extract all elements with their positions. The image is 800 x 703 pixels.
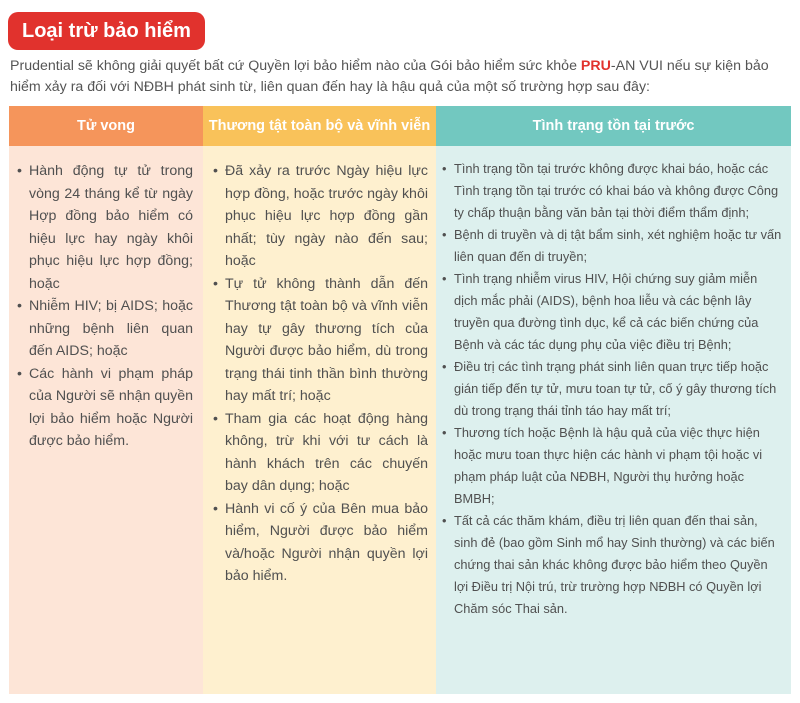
column-death bbox=[9, 106, 203, 694]
list-item: • Tự tử không thành dẫn đến Thương tật toàn bộ và vĩnh viễn hay tự gây thương tích của Người được bảo hiểm, dù trong trạng thái tinh thần bình thường hay mất trí; hoặc bbox=[213, 273, 428, 408]
column-header-death: Tử vong bbox=[9, 106, 203, 146]
column-header-pre-existing-condition: Tình trạng tồn tại trước bbox=[436, 106, 791, 146]
column-permanent-disability bbox=[203, 106, 436, 694]
intro-text-before: Prudential sẽ không giải quyết bất cứ Quyền lợi bảo hiểm nào của Gói bảo hiểm sức khỏe bbox=[10, 58, 581, 74]
intro-paragraph bbox=[10, 56, 792, 98]
page-title: Loại trừ bảo hiểm bbox=[8, 12, 205, 50]
list-item: • Điều trị các tình trạng phát sinh liên quan trực tiếp hoặc gián tiếp đến tự tử, mưu toan tự tử, cố ý gây thương tích dù trong trạng thái tỉnh táo hay mất trí; bbox=[442, 356, 783, 422]
brand-name: PRU bbox=[580, 58, 611, 74]
list-item: • Tất cả các thăm khám, điều trị liên quan đến thai sản, sinh đẻ (bao gồm Sinh mổ hay Sinh thường) và các biến chứng thai sản khác không được bảo hiểm theo Quyền lợi Điều trị Nội trú, trừ trường hợp NĐBH có Quyền lợi Chăm sóc Thai sản. bbox=[442, 510, 783, 620]
list-item: • Thương tích hoặc Bệnh là hậu quả của việc thực hiện hoặc mưu toan thực hiện các hành vi phạm tội hoặc vi phạm pháp luật của NĐBH, Người thụ hưởng hoặc BMBH; bbox=[442, 422, 783, 510]
list-item: • Tình trạng tồn tại trước không được khai báo, hoặc các Tình trạng tồn tại trước có khai báo và không được Công ty chấp thuận bằng văn bản tại thời điểm thẩm định; bbox=[442, 158, 783, 224]
exclusion-list-pre-existing-condition bbox=[436, 146, 791, 620]
list-item: • Tham gia các hoạt động hàng không, trừ khi với tư cách là hành khách trên các chuyến bay dân dụng; hoặc bbox=[213, 408, 428, 498]
list-item: • Các hành vi phạm pháp của Người sẽ nhận quyền lợi bảo hiểm hoặc Người được bảo hiểm. bbox=[17, 363, 193, 453]
list-item: • Đã xảy ra trước Ngày hiệu lực hợp đồng, hoặc trước ngày khôi phục hiệu lực hợp đồng gần nhất; tùy ngày nào đến sau; hoặc bbox=[213, 160, 428, 273]
exclusion-list-permanent-disability bbox=[203, 146, 436, 588]
column-pre-existing-condition bbox=[436, 106, 791, 694]
list-item: • Hành động tự tử trong vòng 24 tháng kể từ ngày Hợp đồng bảo hiểm có hiệu lực hay ngày khôi phục hiệu lực hợp đồng; hoặc bbox=[17, 160, 193, 295]
intro-text-after: -AN VUI nếu sự kiện bảo hiểm xảy ra đối với NĐBH phát sinh từ, liên quan đến hay là hậu quả của một số trường hợp sau đây: bbox=[10, 58, 769, 95]
column-header-permanent-disability: Thương tật toàn bộ và vĩnh viễn bbox=[203, 106, 436, 146]
column-body-permanent-disability bbox=[203, 146, 436, 694]
list-item: • Nhiễm HIV; bị AIDS; hoặc những bệnh liên quan đến AIDS; hoặc bbox=[17, 295, 193, 363]
column-body-death bbox=[9, 146, 203, 694]
list-item: • Tình trạng nhiễm virus HIV, Hội chứng suy giảm miễn dịch mắc phải (AIDS), bệnh hoa liễu và các bệnh lây truyền qua đường tình dục, kể cả các biến chứng của Bệnh và các tác dụng phụ của việc điều trị Bệnh; bbox=[442, 268, 783, 356]
list-item: • Hành vi cố ý của Bên mua bảo hiểm, Người được bảo hiểm và/hoặc Người nhận quyền lợi bảo hiểm. bbox=[213, 498, 428, 588]
exclusion-list-death bbox=[9, 146, 203, 453]
list-item: • Bệnh di truyền và dị tật bẩm sinh, xét nghiệm hoặc tư vấn liên quan đến di truyền; bbox=[442, 224, 783, 268]
column-body-pre-existing-condition bbox=[436, 146, 791, 694]
